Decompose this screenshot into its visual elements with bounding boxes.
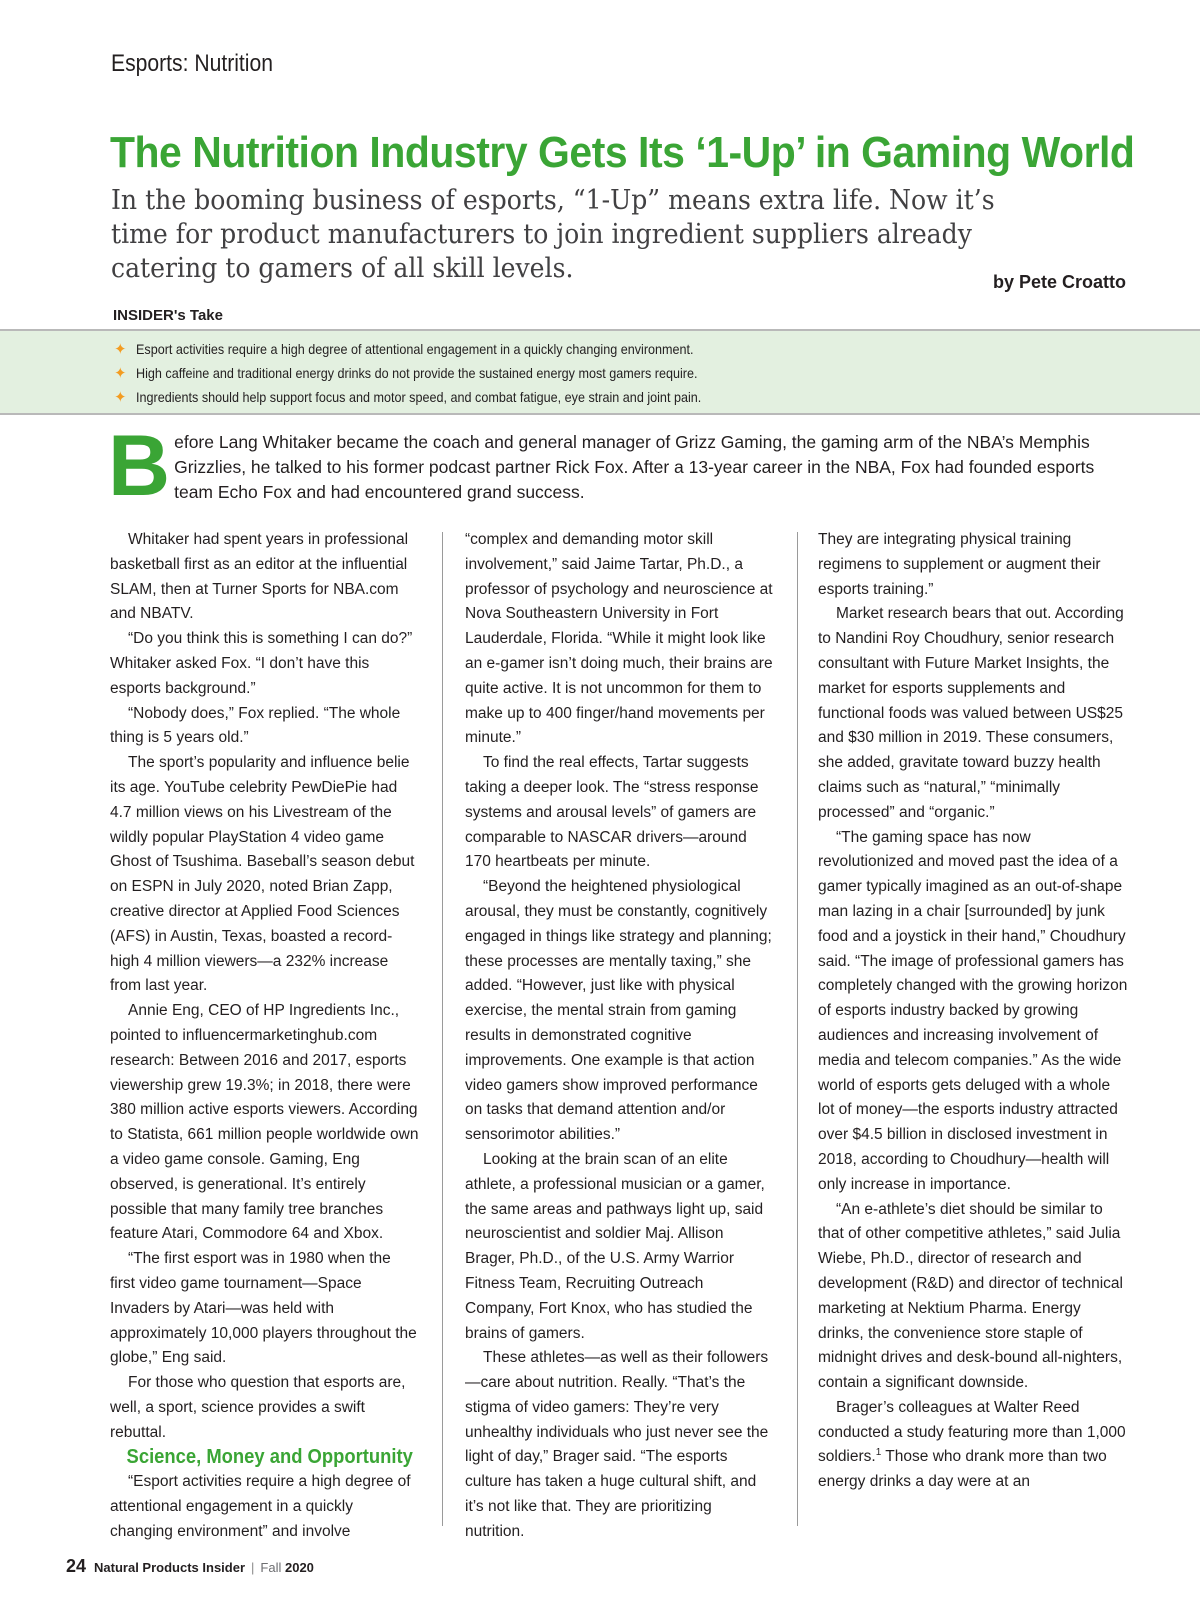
deck: In the booming business of esports, “1-Up” means extra life. Now it’s time for product manufacturers to join ingredient suppliers already catering to gamers of all skill levels. [111,185,995,284]
body-paragraph: Whitaker had spent years in professional basketball first as an editor at the influential SLAM, then at Turner Sports for NBA.com and NBATV. [110,531,409,623]
drop-cap: B [108,418,171,514]
page-footer [66,1556,314,1577]
take-item-text: Esport activities require a high degree of attentional engagement in a quickly changing environment. [136,341,694,357]
take-item [114,337,1200,361]
body-column-1 [110,528,420,1545]
body-paragraph: “Nobody does,” Fox replied. “The whole thing is 5 years old.” [110,704,401,747]
body-column-2 [465,528,775,1545]
section-label: Esports: Nutrition [111,50,273,77]
insiders-take-title: INSIDER's Take [113,307,223,324]
body-paragraph: “Beyond the heightened physiological arousal, they must be constantly, cognitively engaged in things like strategy and planning; these processes are mentally taxing,” she added. “However, just like with physical exercise, the mental strain from gaming results in demonstrated cognitive improvements. One example is that action video gamers show improved performance on tasks that demand attention and/or sensorimotor abilities.” [465,878,772,1144]
subhead: Science, Money and Opportunity [126,1446,413,1469]
column-divider [442,532,443,1526]
lede-paragraph [108,418,1120,514]
star-bullet-icon: ✦ [114,389,127,406]
take-item [114,385,1200,409]
star-bullet-icon: ✦ [114,341,127,358]
body-paragraph: The sport’s popularity and influence belie its age. YouTube celebrity PewDiePie had 4.7 million views on his Livestream of the wildly popular PlayStation 4 video game Ghost of Tsushima. Baseball’s season debut on ESPN in July 2020, noted Brian Zapp, creative director at Applied Food Sciences (AFS) in Austin, Texas, boasted a record-high 4 million viewers—a 232% increase from last year. [110,754,415,995]
star-bullet-icon: ✦ [114,365,127,382]
body-paragraph: Looking at the brain scan of an elite athlete, a professional musician or a gamer, the same areas and pathways light up, said neuroscientist and soldier Maj. Allison Brager, Ph.D., of the U.S. Army Warrior Fitness Team, Recruiting Outreach Company, Fort Knox, who has studied the brains of gamers. [465,1150,765,1342]
body-paragraph: “complex and demanding motor skill involvement,” said Jaime Tartar, Ph.D., a professor of psychology and neuroscience at Nova Southeastern University in Fort Lauderdale, Florida. “While it might look like an e-gamer isn’t doing much, their brains are quite active. It is not uncommon for them to make up to 400 finger/hand movements per minute.” [465,531,773,747]
body-paragraph: For those who question that esports are, well, a sport, science provides a swift rebuttal. [110,1374,406,1441]
body-paragraph [818,1396,1128,1495]
take-item-text: Ingredients should help support focus and motor speed, and combat fatigue, eye strain and joint pain. [136,389,702,405]
body-paragraph: Market research bears that out. According to Nandini Roy Choudhury, senior research consultant with Future Market Insights, the market for esports supplements and functional foods was valued between US$25 and $30 million in 2019. These consumers, she added, gravitate toward buzzy health claims such as “natural,” “minimally processed” and “organic.” [818,605,1124,821]
column-divider [797,532,798,1526]
lede-text: efore Lang Whitaker became the coach and general manager of Grizz Gaming, the gaming arm of the NBA’s Memphis Grizzlies, he talked to his former podcast partner Rick Fox. After a 13-year career in the NBA, Fox had founded esports team Echo Fox and had encountered grand success. [174,432,1095,502]
body-column-3 [818,528,1128,1495]
body-paragraph: They are integrating physical training regimens to supplement or augment their esports training.” [818,531,1101,598]
page-number: 24 [66,1556,87,1576]
take-item-text: High caffeine and traditional energy drinks do not provide the sustained energy most gamers require. [136,365,698,381]
body-paragraph: These athletes—as well as their followers—care about nutrition. Really. “That’s the stigma of video gamers: They’re very unhealthy individuals who just never see the light of day,” Brager said. “The esports culture has taken a huge cultural shift, and it’s not like that. They are prioritizing nutrition. [465,1349,769,1540]
body-paragraph: “An e-athlete’s diet should be similar to that of other competitive athletes,” said Julia Wiebe, Ph.D., director of research and development (R&D) and director of technical marketing at Nektium Pharma. Energy drinks, the convenience store staple of midnight drives and desk-bound all-nighters, contain a significant downside. [818,1200,1123,1392]
reference-superscript: 1 [875,1447,882,1459]
issue-season: Fall [260,1560,282,1575]
headline: The Nutrition Industry Gets Its ‘1-Up’ in Gaming World [110,128,1135,177]
body-paragraph: “The gaming space has now revolutionized and moved past the idea of a gamer typically imagined as an out-of-shape man lazing in a chair [surrounded] by junk food and a joystick in their hand,” Choudhury said. “The image of professional gamers has completely changed with the growing horizon of esports industry backed by growing audiences and increasing involvement of media and telecom companies.” As the wide world of esports gets deluged with a whole lot of money—the esports industry attracted over $4.5 billion in disclosed investment in 2018, according to Choudhury—health will only increase in importance. [818,828,1128,1193]
body-text: Brager’s colleagues at Walter Reed conducted a study featuring more than 1,000 soldiers. [818,1398,1126,1466]
byline: by Pete Croatto [992,272,1126,292]
issue-year: 2020 [284,1560,314,1575]
publication-name: Natural Products Insider [94,1560,246,1575]
take-item [114,361,1200,385]
body-text: Those who drank more than two energy drinks a day were at an [818,1448,1107,1491]
insiders-take-box [0,329,1200,415]
body-paragraph: Annie Eng, CEO of HP Ingredients Inc., pointed to influencermarketinghub.com research: Between 2016 and 2017, esports viewership grew 19.3%; in 2018, there were 380 million active esports viewers. According to Statista, 661 million people worldwide own a video game console. Gaming, Eng observed, is generational. It’s entirely possible that many family tree branches feature Atari, Commodore 64 and Xbox. [110,1002,419,1243]
body-paragraph: “The first esport was in 1980 when the first video game tournament—Space Invaders by Atari—was held with approximately 10,000 players throughout the globe,” Eng said. [110,1250,417,1367]
body-paragraph: “Esport activities require a high degree of attentional engagement in a quickly changing environment” and involve [110,1473,411,1540]
body-paragraph: “Do you think this is something I can do?” Whitaker asked Fox. “I don’t have this esports background.” [110,630,413,697]
body-paragraph: To find the real effects, Tartar suggests taking a deeper look. The “stress response systems and arousal levels” of gamers are comparable to NASCAR drivers—around 170 heartbeats per minute. [465,754,759,871]
footer-separator: | [251,1560,255,1575]
